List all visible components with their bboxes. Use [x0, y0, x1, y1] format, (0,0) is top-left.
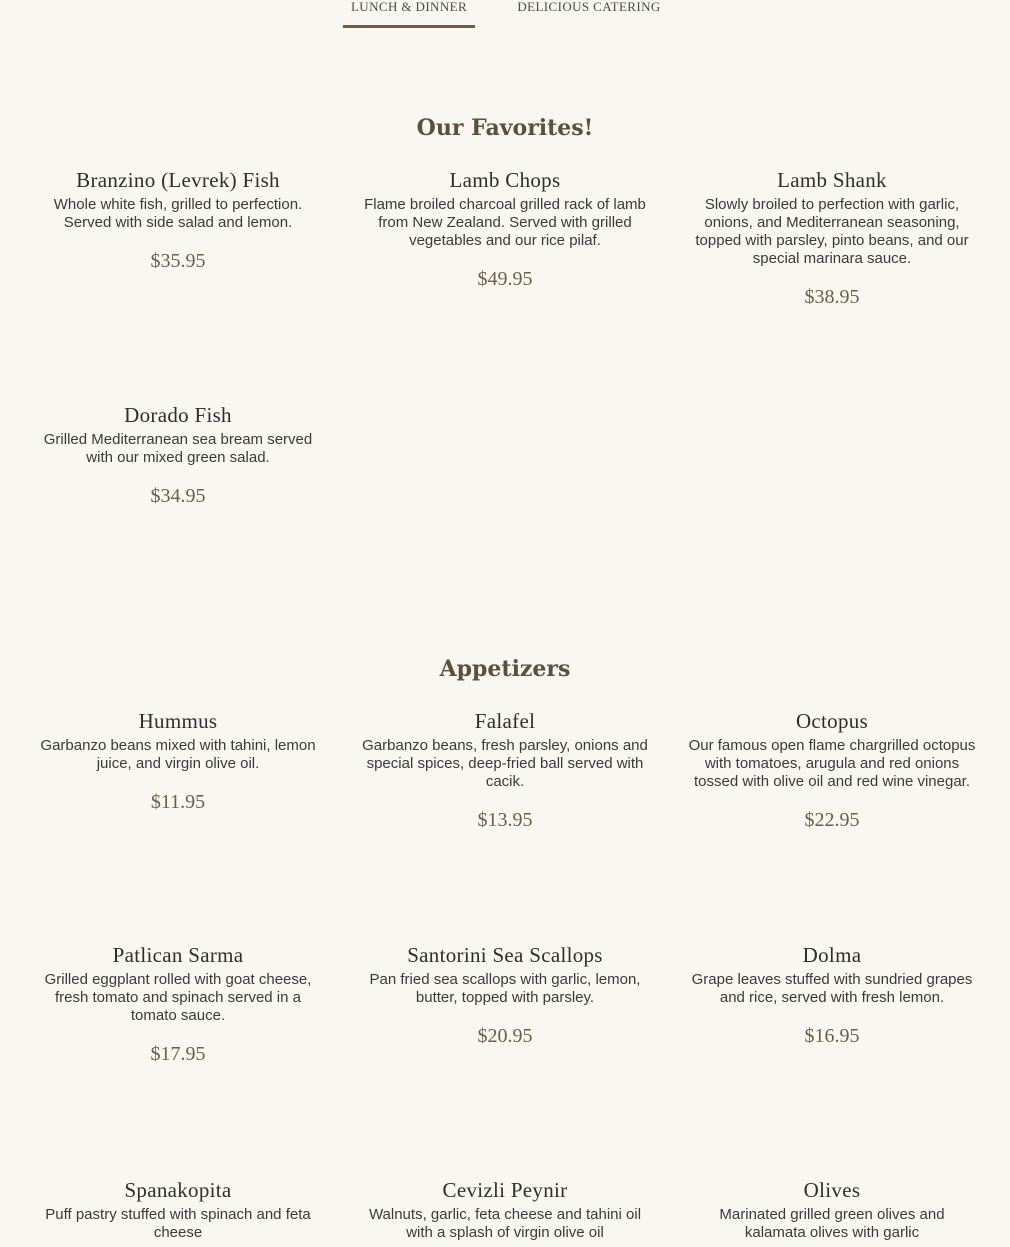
menu-item: [687, 708, 977, 832]
item-description: Walnuts, garlic, feta cheese and tahini oil with a splash of virgin olive oil: [368, 1206, 642, 1241]
item-name: Octopus: [795, 709, 869, 733]
item-name: Olives: [803, 1178, 861, 1202]
item-price: $34.95: [150, 485, 206, 507]
section-title-favorites: Our Favorites!: [416, 115, 594, 141]
menu-item: [687, 942, 977, 1048]
menu-item: [33, 942, 323, 1066]
item-description: Whole white fish, grilled to perfection. Served with side salad and lemon.: [53, 196, 303, 231]
item-price: $35.95: [150, 250, 206, 272]
item-name: Lamb Shank: [777, 168, 887, 192]
menu-item: [687, 1177, 977, 1242]
item-price: $13.95: [477, 809, 533, 831]
item-description: Garbanzo beans mixed with tahini, lemon juice, and virgin olive oil.: [40, 737, 316, 772]
menu-item: [33, 167, 323, 273]
item-description: Grilled Mediterranean sea bream served with our mixed green salad.: [43, 431, 313, 466]
menu-item: [360, 708, 650, 832]
item-name: Dorado Fish: [124, 403, 232, 427]
item-description: Grape leaves stuffed with sundried grapes and rice, served with fresh lemon.: [691, 971, 973, 1006]
item-description: Grilled eggplant rolled with goat cheese, fresh tomato and spinach served in a tomato sauce.: [44, 971, 312, 1024]
menu-item: [360, 942, 650, 1048]
item-price: $16.95: [804, 1025, 860, 1047]
item-description: Our famous open flame chargrilled octopus with tomatoes, arugula and red onions tossed with olive oil and red wine vinegar.: [688, 737, 976, 790]
menu-item: [33, 1177, 323, 1242]
menu-item: [360, 1177, 650, 1242]
menu-item: [33, 402, 323, 508]
menu-tabs: [0, 0, 1010, 30]
item-name: Patlican Sarma: [112, 943, 244, 967]
tab-lunch-dinner[interactable]: LUNCH & DINNER: [350, 0, 468, 14]
item-description: Slowly broiled to perfection with garlic, onions, and Mediterranean seasoning, topped with parsley, pinto beans, and our special marinara sauce.: [695, 196, 969, 267]
item-price: $11.95: [150, 791, 206, 813]
item-description: Puff pastry stuffed with spinach and feta cheese: [45, 1206, 311, 1241]
item-name: Spanakopita: [124, 1178, 232, 1202]
item-description: Pan fried sea scallops with garlic, lemon, butter, topped with parsley.: [369, 971, 641, 1006]
item-price: $38.95: [804, 286, 860, 308]
menu-item: [687, 167, 977, 309]
item-name: Dolma: [802, 943, 862, 967]
item-name: Branzino (Levrek) Fish: [76, 168, 280, 192]
section-title-appetizers: Appetizers: [439, 656, 571, 682]
item-name: Lamb Chops: [449, 168, 561, 192]
item-price: $49.95: [477, 268, 533, 290]
tab-delicious-catering[interactable]: DELICIOUS CATERING: [517, 0, 661, 14]
item-description: Marinated grilled green olives and kalamata olives with garlic: [719, 1206, 945, 1241]
item-name: Cevizli Peynir: [442, 1178, 568, 1202]
item-price: $17.95: [150, 1043, 206, 1065]
item-name: Falafel: [474, 709, 536, 733]
item-price: $20.95: [477, 1025, 533, 1047]
menu-item: [33, 708, 323, 814]
item-name: Santorini Sea Scallops: [407, 943, 603, 967]
item-price: $22.95: [804, 809, 860, 831]
item-name: Hummus: [138, 709, 218, 733]
menu-item: [360, 167, 650, 291]
item-description: Garbanzo beans, fresh parsley, onions and special spices, deep-fried ball served with cacik.: [362, 737, 648, 790]
active-tab-indicator: [343, 25, 475, 28]
item-description: Flame broiled charcoal grilled rack of lamb from New Zealand. Served with grilled vegetables and our rice pilaf.: [364, 196, 646, 249]
